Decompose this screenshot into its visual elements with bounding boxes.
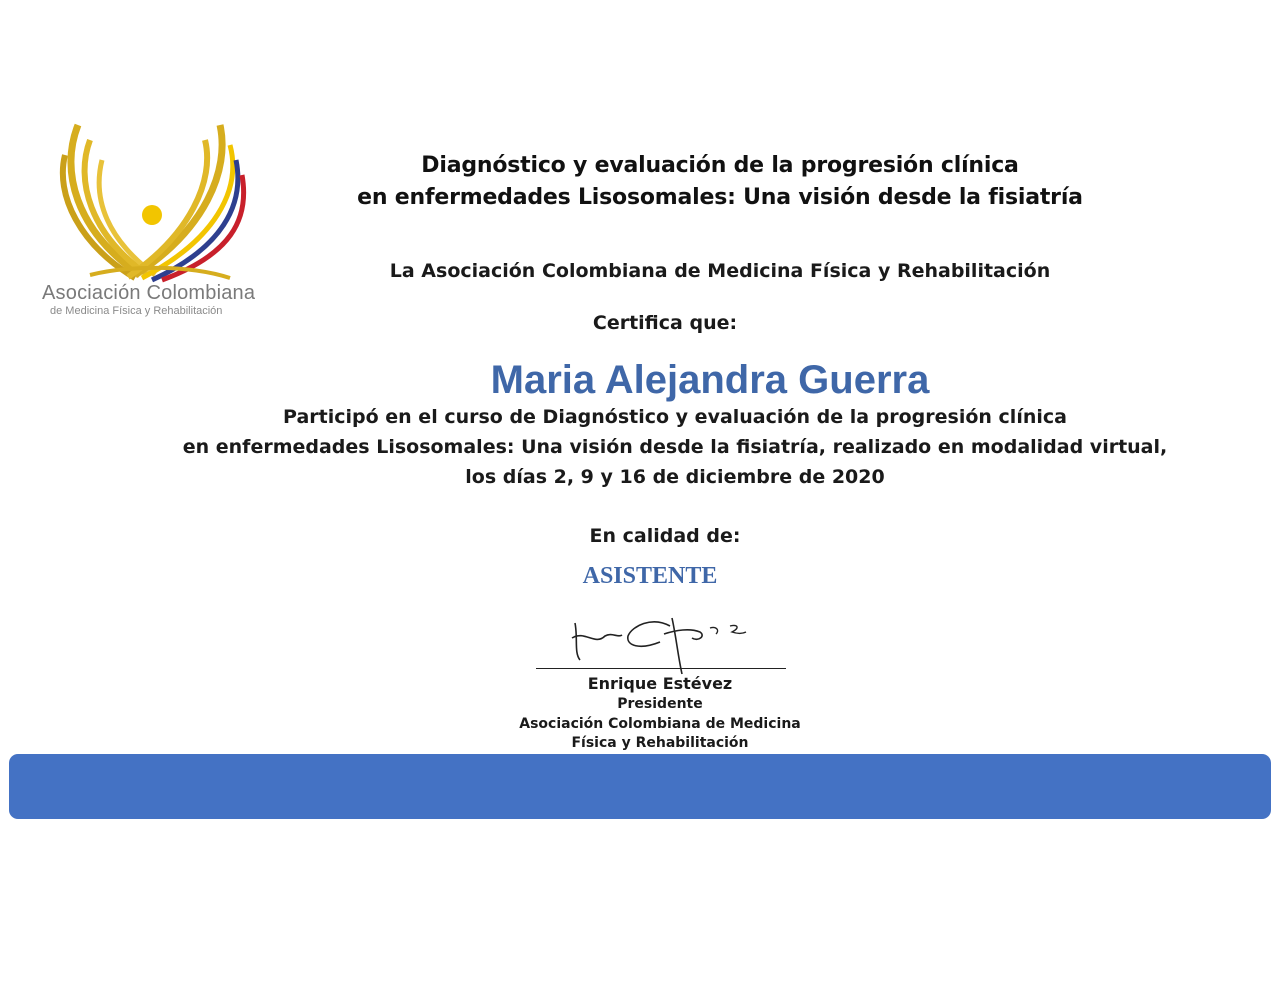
signer-org-line: Asociación Colombiana de Medicina bbox=[519, 716, 801, 732]
logo-emblem-icon bbox=[30, 120, 280, 285]
signer-name: Enrique Estévez bbox=[587, 674, 733, 693]
body-line: los días 2, 9 y 16 de diciembre de 2020 bbox=[465, 466, 885, 488]
signer-organization bbox=[470, 715, 850, 753]
signer-org-line: Física y Rehabilitación bbox=[571, 735, 749, 751]
association-heading: La Asociación Colombiana de Medicina Física y Rehabilitación bbox=[389, 260, 1051, 282]
association-logo bbox=[30, 120, 280, 330]
course-title-line: en enfermedades Lisosomales: Una visión desde la fisiatría bbox=[357, 185, 1083, 210]
course-title bbox=[280, 150, 1160, 214]
certifica-label: Certifica que: bbox=[592, 312, 738, 334]
logo-subtitle: de Medicina Física y Rehabilitación bbox=[50, 305, 223, 317]
signature-line bbox=[536, 668, 786, 669]
body-line: Participó en el curso de Diagnóstico y evaluación de la progresión clínica bbox=[283, 406, 1067, 428]
recipient-name: Maria Alejandra Guerra bbox=[490, 358, 930, 402]
role-label: En calidad de: bbox=[589, 525, 741, 547]
footer-band bbox=[9, 754, 1271, 819]
signer-role: Presidente bbox=[617, 696, 703, 712]
role-value: ASISTENTE bbox=[582, 563, 718, 589]
certificate-body bbox=[110, 402, 1240, 492]
logo-name: Asociación Colombiana bbox=[42, 282, 256, 304]
body-line: en enfermedades Lisosomales: Una visión desde la fisiatría, realizado en modalidad virtual, bbox=[182, 436, 1168, 458]
course-title-line: Diagnóstico y evaluación de la progresión clínica bbox=[421, 153, 1019, 178]
